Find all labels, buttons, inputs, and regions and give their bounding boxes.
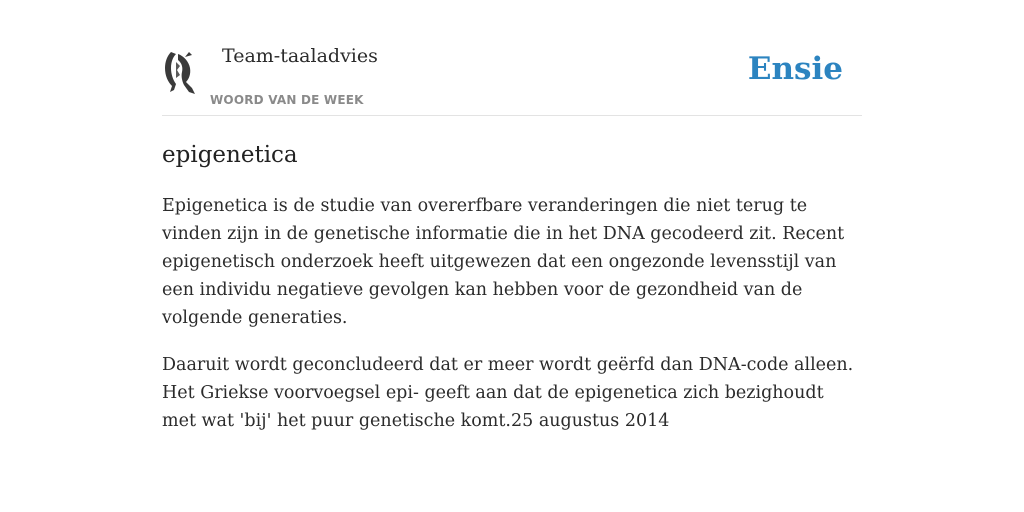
flemish-lion-logo-icon — [162, 48, 198, 96]
definition-paragraph — [162, 351, 862, 435]
definition-paragraph — [162, 192, 862, 332]
category-label: WOORD VAN DE WEEK — [210, 93, 364, 107]
definition-card — [162, 36, 862, 435]
paragraph-text: Epigenetica is de studie van overerfbare veranderingen die niet terug te vinden zijn in de genetische informatie die in het DNA gecodeerd zit. Recent epigenetisch onderzoek heeft uitgewezen dat een ongezonde levensstijl van een individu negatieve gevolgen kan hebben voor de gezondheid van de volgende generaties. — [162, 196, 845, 328]
author-name[interactable]: Team-taaladvies — [222, 45, 378, 67]
brand-logo[interactable]: Ensie — [747, 51, 843, 87]
card-header — [162, 36, 862, 116]
publication-date: 25 augustus 2014 — [510, 411, 670, 431]
term-title: epigenetica — [162, 142, 298, 168]
paragraph-text: Daaruit wordt geconcludeerd dat er meer wordt geërfd dan DNA-code alleen. Het Griekse voorvoegsel epi- geeft aan dat de epigenetica zich bezighoudt met wat 'bij' het puur genetische komt. — [162, 355, 854, 431]
